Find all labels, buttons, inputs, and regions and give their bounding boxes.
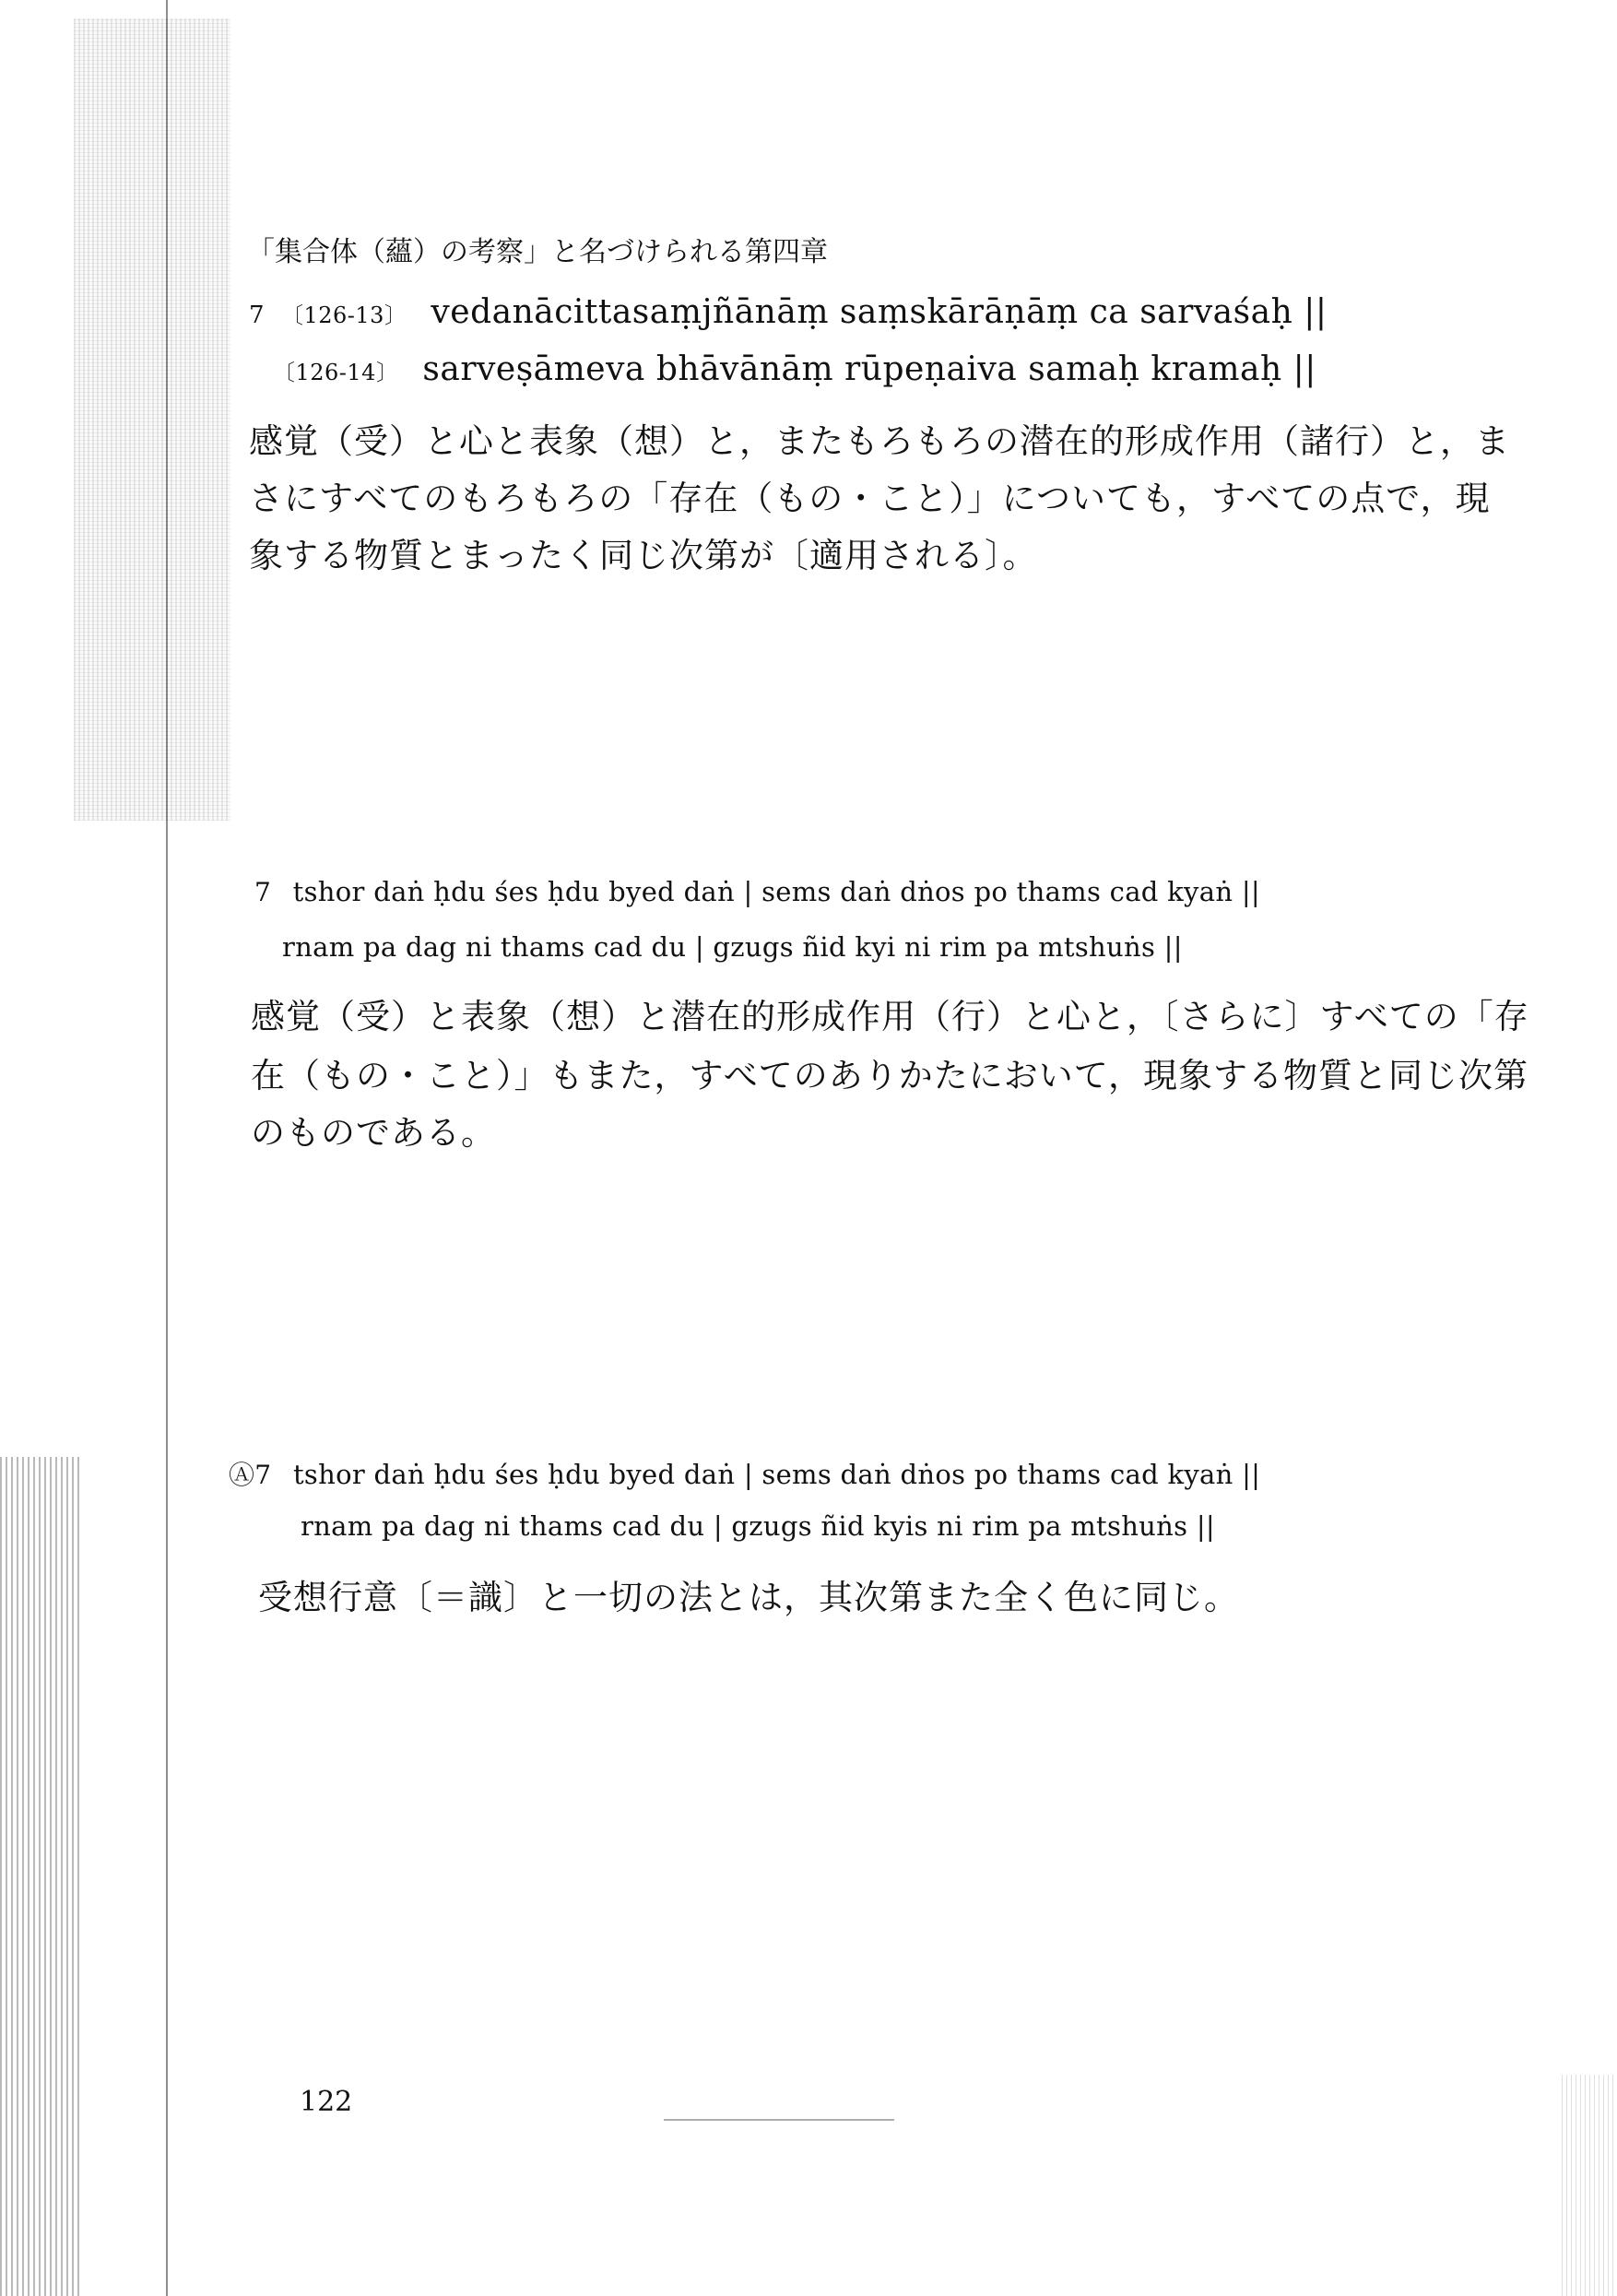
akutobhaya-verse-line-1 — [229, 1455, 1260, 1492]
sanskrit-translation-line-1: 感覚（受）と心と表象（想）と，またもろもろの潜在的形成作用（諸行）と，ま — [249, 421, 1510, 461]
sanskrit-translation-line-3: 象する物質とまったく同じ次第が〔適用される〕。 — [249, 536, 1038, 575]
tibetan-translation-line-1: 感覚（受）と表象（想）と潜在的形成作用（行）と心と，〔さらに〕すべての「存 — [251, 997, 1529, 1036]
page-number: 122 — [300, 2086, 353, 2118]
tibetan-verse-line-2: rnam pa dag ni thams cad du | gzugs ñid kyi ni rim pa mtshuṅs || — [282, 931, 1183, 963]
tibetan-text: tshor daṅ ḥdu śes ḥdu byed daṅ | sems daṅ dṅos po thams cad kyaṅ || — [292, 876, 1260, 907]
sanskrit-text: vedanācittasaṃjñānāṃ saṃskārāṇāṃ ca sarvaśaḥ || — [431, 293, 1328, 331]
sanskrit-verse-line-2 — [273, 350, 1316, 388]
verse-reference: 〔126-13〕 — [281, 302, 407, 328]
sanskrit-translation-line-2: さにすべてのもろもろの「存在（もの・こと）」についても，すべての点で，現 — [249, 479, 1491, 518]
page-edge-shadow-left — [0, 1457, 83, 2296]
verse-number: 7 — [249, 302, 266, 329]
tibetan-translation-line-2: 在（もの・こと）」もまた，すべてのありかたにおいて，現象する物質と同じ次第 — [251, 1056, 1529, 1095]
akutobhaya-verse-line-2: rnam pa dag ni thams cad du | gzugs ñid kyis ni rim pa mtshuṅs || — [301, 1510, 1215, 1542]
tibetan-text: tshor daṅ ḥdu śes ḥdu byed daṅ | sems daṅ dṅos po thams cad kyaṅ || — [292, 1459, 1261, 1490]
verse-reference: 〔126-14〕 — [273, 360, 399, 385]
scan-mark — [664, 2119, 894, 2121]
verse-number: 7 — [254, 877, 272, 907]
chapter-heading: 「集合体（蘊）の考察」と名づけられる第四章 — [247, 236, 828, 268]
tibetan-verse-line-1 — [254, 876, 1260, 907]
binding-shadow — [74, 18, 230, 821]
sanskrit-verse-line-1 — [249, 293, 1327, 331]
sanskrit-text: sarveṣāmeva bhāvānāṃ rūpeṇaiva samaḥ kramaḥ || — [422, 350, 1316, 388]
binding-edge-line — [166, 0, 168, 2296]
verse-number: Ⓐ7 — [229, 1460, 272, 1490]
chinese-translation: 受想行意〔＝識〕と一切の法とは，其次第また全く色に同じ。 — [258, 1578, 1239, 1617]
page-edge-shadow-right — [1562, 2075, 1617, 2296]
tibetan-translation-line-3: のものである。 — [251, 1113, 496, 1153]
